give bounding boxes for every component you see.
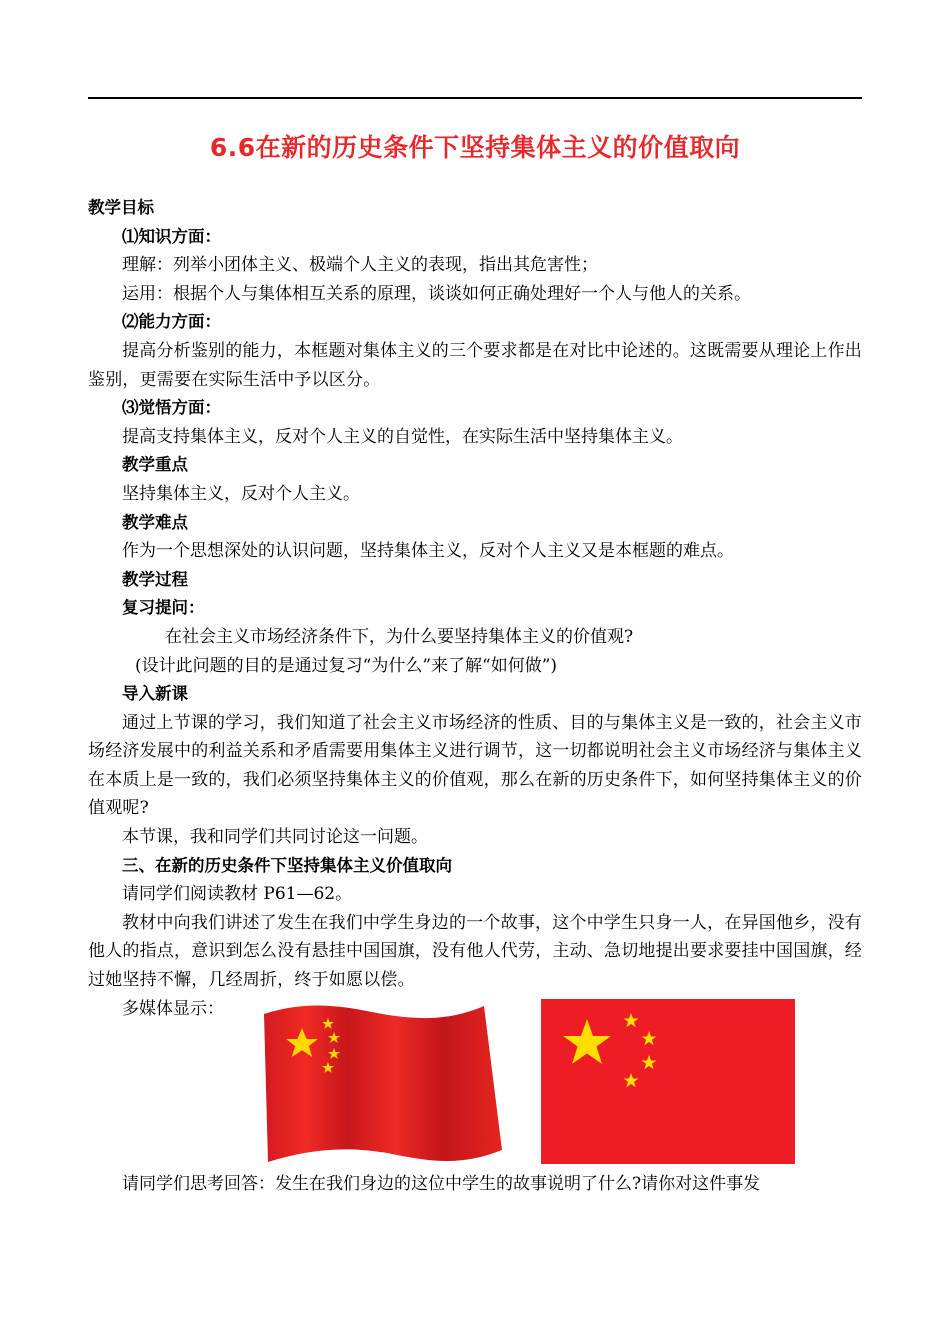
header-rule: [88, 97, 862, 99]
paragraph: 提高支持集体主义，反对个人主义的自觉性，在实际生活中坚持集体主义。: [122, 426, 683, 447]
paragraph: 本节课，我和同学们共同讨论这一问题。: [122, 827, 428, 848]
closing-paragraph: [88, 1170, 862, 1199]
section-heading: 复习提问：: [122, 598, 205, 618]
paragraph: 教材中向我们讲述了发生在我们中学生身边的一个故事，这个中学生只身一人，在异国他乡，没有他人的指点，意识到怎么没有悬挂中国国旗，没有他人代劳，主动、急切地提出要求要挂中国国旗，经过她坚持不懈，几经周折，终于如愿以偿。: [88, 912, 862, 991]
section-heading: 教学重点: [122, 455, 188, 475]
paragraph: 坚持集体主义，反对个人主义。: [122, 483, 360, 504]
paragraph: ⑶觉悟方面：: [122, 398, 221, 418]
paragraph: 提高分析鉴别的能力，本框题对集体主义的三个要求都是在对比中论述的。这既需要从理论上作出鉴别，更需要在实际生活中予以区分。: [88, 340, 862, 390]
paragraph: 作为一个思想深处的认识问题，坚持集体主义，反对个人主义又是本框题的难点。: [122, 541, 734, 562]
paragraph: ⑵能力方面：: [122, 312, 221, 332]
paragraph: 通过上节课的学习，我们知道了社会主义市场经济的性质、目的与集体主义是一致的，社会主义市场经济发展中的利益关系和矛盾需要用集体主义进行调节，这一切都说明社会主义市场经济与集体主义在本质上是一致的，我们必须坚持集体主义的价值观，那么在新的历史条件下，如何坚持集体主义的价值观呢?: [88, 712, 862, 819]
paragraph: 请同学们阅读教材 P61—62。: [122, 884, 353, 905]
paragraph: (设计此问题的目的是通过复习“为什么”来了解“如何做”): [135, 655, 558, 676]
section-heading: 三、在新的历史条件下坚持集体主义价值取向: [122, 855, 452, 875]
document-body: [88, 194, 862, 1023]
paragraph: 教学目标: [88, 198, 154, 217]
section-heading: 教学难点: [122, 512, 188, 532]
paragraph: ⑴知识方面：: [122, 226, 221, 246]
paragraph: 理解：列举小团体主义、极端个人主义的表现，指出其危害性；: [122, 255, 598, 276]
waving-flag-image: [262, 1000, 504, 1167]
section-heading: 教学过程: [122, 569, 188, 589]
page-title: 6.6在新的历史条件下坚持集体主义的价值取向: [209, 133, 741, 162]
section-heading: 导入新课: [122, 684, 188, 704]
closing-text: 请同学们思考回答：发生在我们身边的这位中学生的故事说明了什么?请你对这件事发: [122, 1174, 761, 1194]
flag-image: [541, 999, 795, 1164]
paragraph: 多媒体显示：: [122, 998, 224, 1019]
paragraph: 运用：根据个人与集体相互关系的原理，谈谈如何正确处理好一个人与他人的关系。: [122, 283, 751, 304]
paragraph: 在社会主义市场经济条件下，为什么要坚持集体主义的价值观?: [165, 626, 634, 647]
